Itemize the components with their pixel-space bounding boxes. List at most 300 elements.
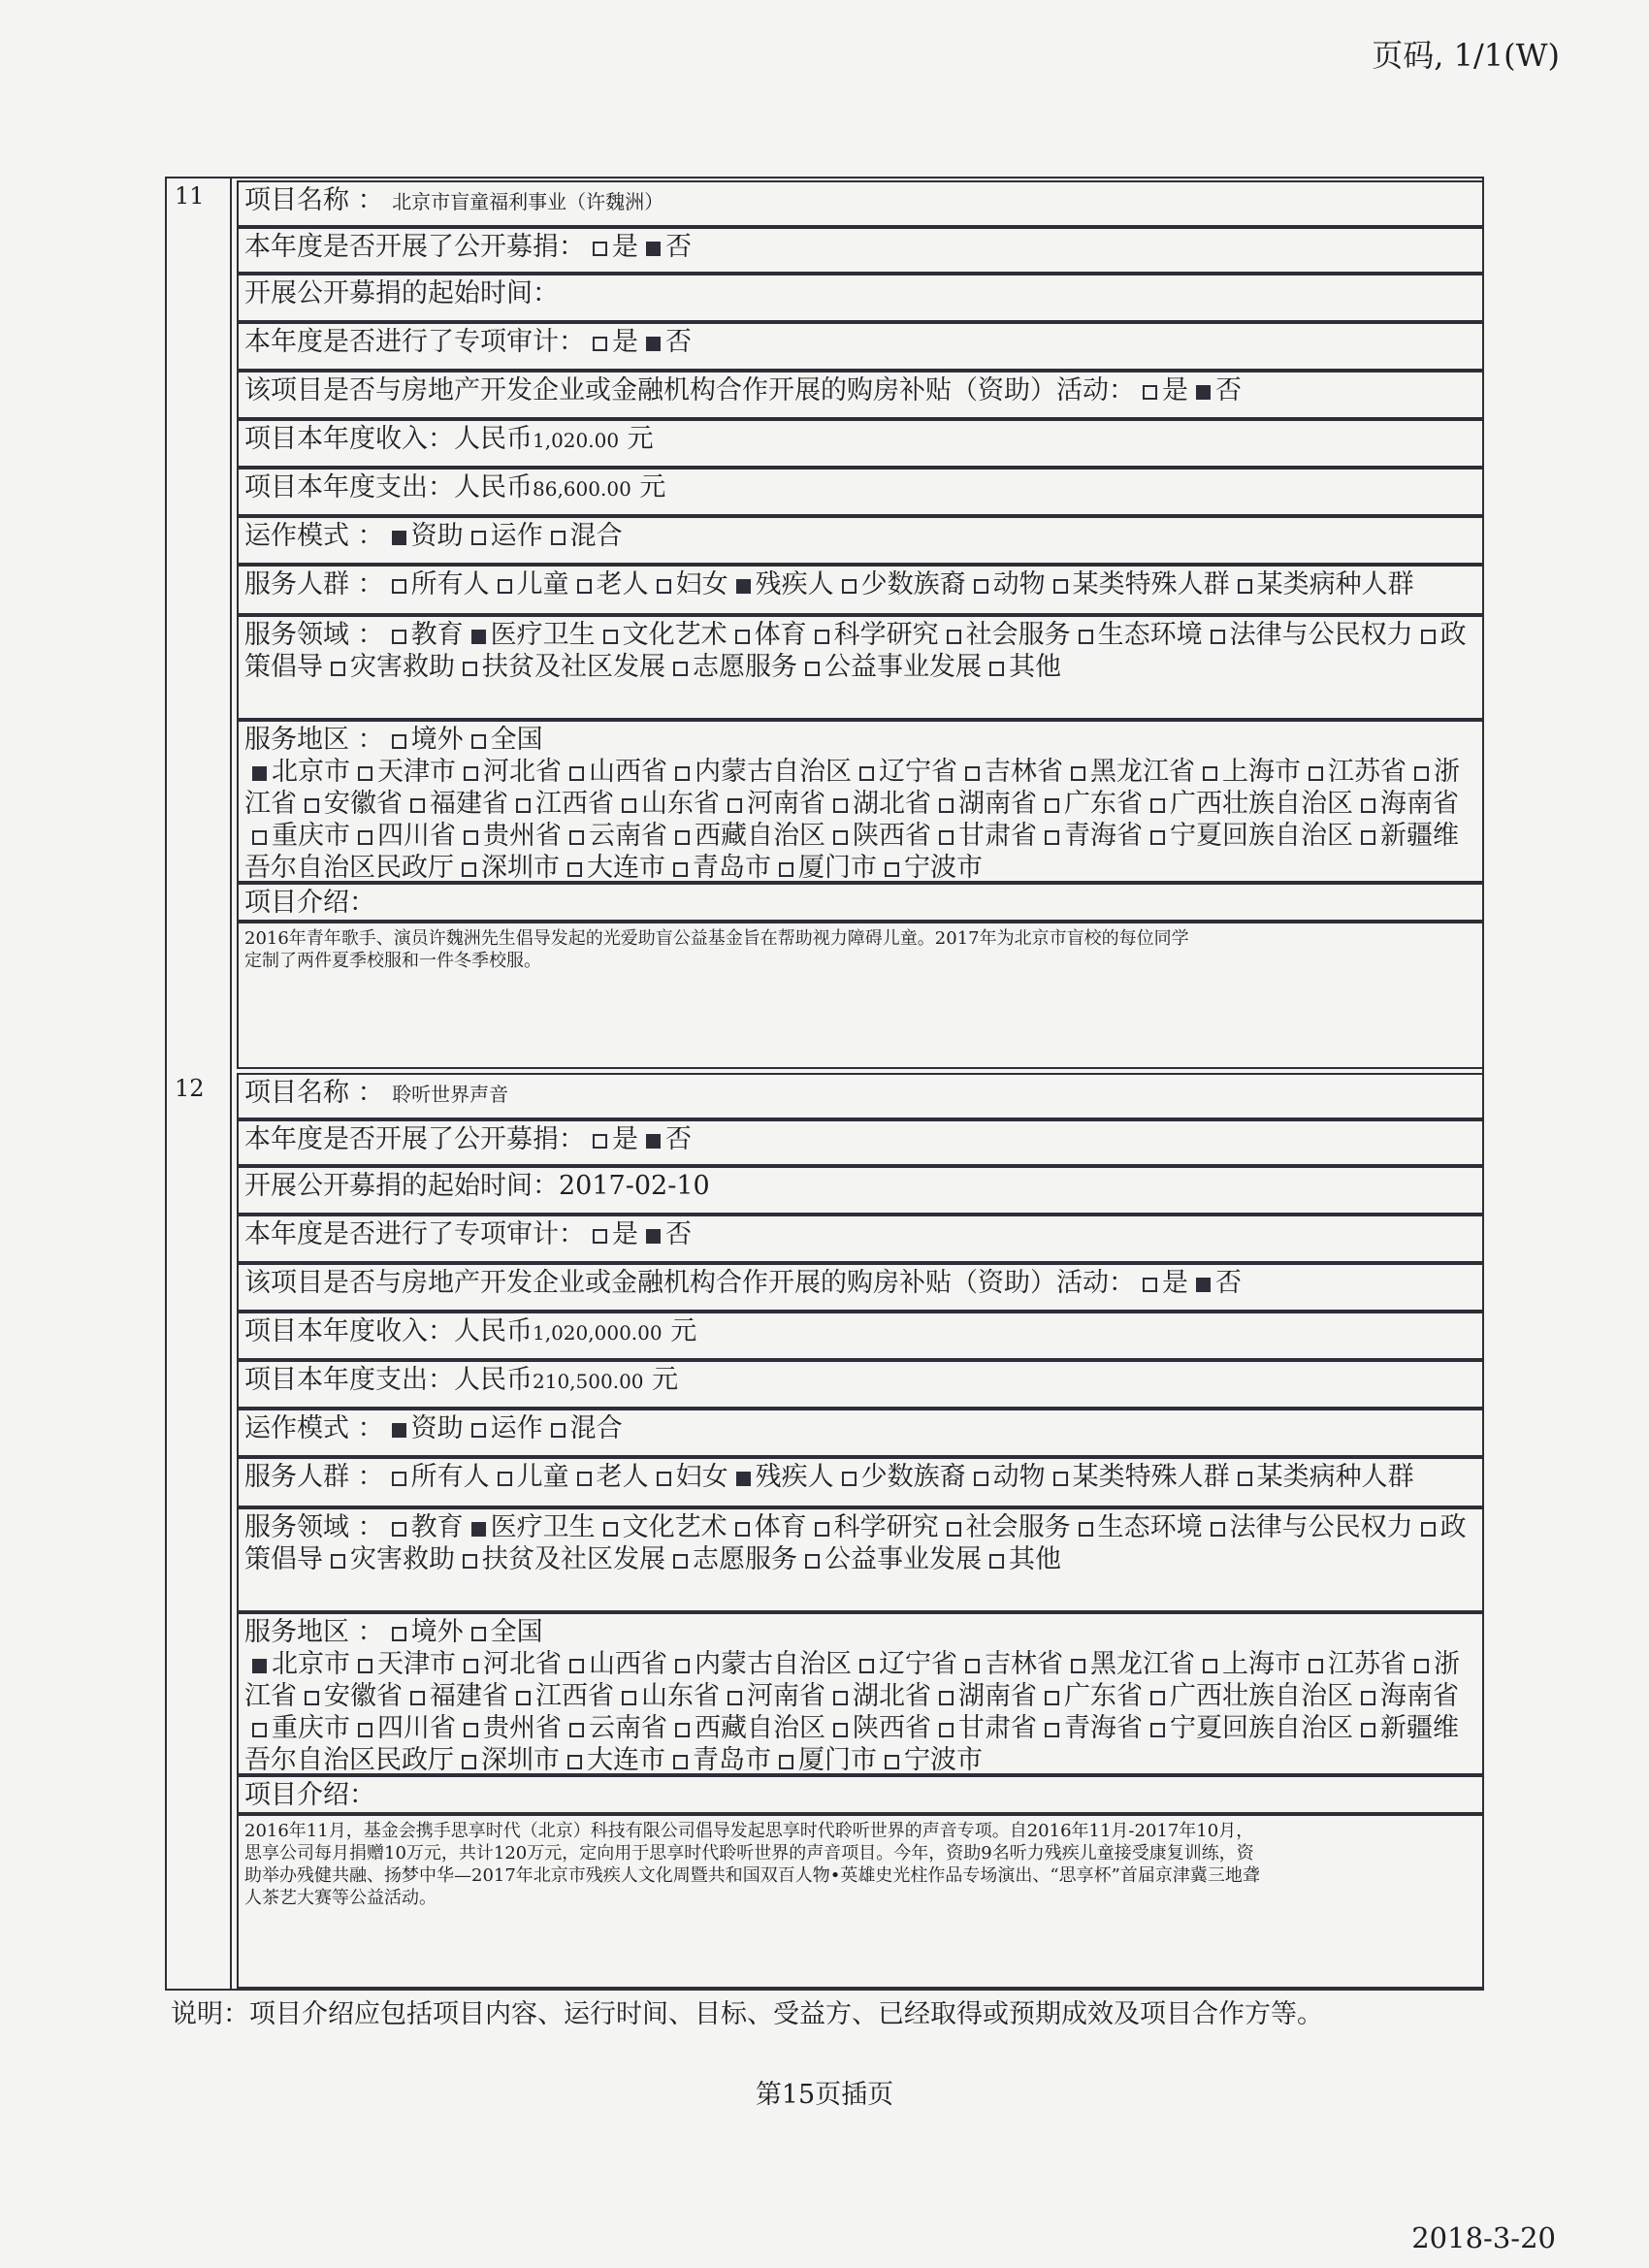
- unchecked-box-icon: [392, 1522, 406, 1537]
- unchecked-box-icon: [1203, 766, 1217, 781]
- field-text: 体育: [754, 1512, 807, 1542]
- field-text: 海南省: [1380, 789, 1459, 819]
- checked-box-icon: [392, 1423, 406, 1438]
- unchecked-box-icon: [622, 798, 636, 813]
- field-text: 北京市: [272, 1649, 350, 1679]
- field-text: 某类特殊人群: [1072, 569, 1230, 599]
- field-text: 北京市: [272, 757, 350, 787]
- field-text: 甘肃省: [958, 821, 1037, 851]
- field-text: 项目本年度收入：: [244, 1316, 454, 1346]
- income-row: [237, 419, 1484, 468]
- field-text: 山西省: [589, 757, 667, 787]
- field-text: 项目本年度支出：: [244, 472, 454, 502]
- field-text: 是: [612, 232, 638, 262]
- unchecked-box-icon: [833, 1691, 848, 1705]
- field-text: 妇女: [675, 569, 728, 599]
- unchecked-box-icon: [1045, 1723, 1059, 1737]
- field-text: 所有人: [410, 1462, 490, 1492]
- unchecked-box-icon: [833, 798, 848, 813]
- field-text: 安徽省: [324, 789, 403, 819]
- checked-box-icon: [471, 630, 486, 644]
- checked-box-icon: [646, 1134, 661, 1149]
- unchecked-box-icon: [779, 862, 793, 877]
- field-text: 混合: [569, 521, 623, 551]
- income-row: [237, 1312, 1484, 1360]
- page-label: 页码, 1/1(W): [1372, 37, 1560, 74]
- unchecked-box-icon: [965, 766, 980, 781]
- field-text: 吉林省: [985, 757, 1063, 787]
- unchecked-box-icon: [779, 1755, 793, 1769]
- field-text: 河北省: [483, 757, 562, 787]
- field-text: 西藏自治区: [695, 1713, 825, 1743]
- housing-subsidy-row: [237, 1263, 1484, 1312]
- unchecked-box-icon: [805, 1554, 820, 1569]
- unchecked-box-icon: [593, 1134, 607, 1149]
- field-text: 全国: [490, 725, 543, 755]
- unchecked-box-icon: [464, 1659, 478, 1673]
- field-text: 某类病种人群: [1256, 569, 1414, 599]
- field-text: 政策倡导: [244, 620, 1467, 682]
- field-text: 黑龙江省: [1090, 1649, 1195, 1679]
- field-text: 陕西省: [853, 821, 931, 851]
- project-name-row: [237, 180, 1484, 227]
- intro-label-row: [237, 1775, 1484, 1814]
- field-text: 扶贫及社区发展: [482, 652, 665, 682]
- field-text: 服务领域 ：: [244, 620, 384, 650]
- unchecked-box-icon: [673, 1755, 688, 1769]
- unchecked-box-icon: [885, 862, 899, 877]
- unchecked-box-icon: [464, 1723, 478, 1737]
- unchecked-box-icon: [569, 1723, 584, 1737]
- unchecked-box-icon: [1053, 1472, 1068, 1486]
- unchecked-box-icon: [392, 630, 406, 644]
- expense-row: [237, 1360, 1484, 1409]
- field-text: 厦门市: [798, 853, 877, 883]
- unchecked-box-icon: [471, 531, 486, 545]
- unchecked-box-icon: [567, 862, 582, 877]
- unchecked-box-icon: [989, 1554, 1004, 1569]
- field-text: 广西壮族自治区: [1170, 789, 1353, 819]
- field-text: 江苏省: [1328, 1649, 1406, 1679]
- field-text: 是: [1162, 1268, 1188, 1298]
- field-text: 本年度是否进行了专项审计：: [244, 327, 585, 357]
- unchecked-box-icon: [516, 798, 531, 813]
- unchecked-box-icon: [1143, 1278, 1157, 1292]
- unchecked-box-icon: [622, 1691, 636, 1705]
- unchecked-box-icon: [859, 1659, 874, 1673]
- unchecked-box-icon: [728, 798, 742, 813]
- unchecked-box-icon: [252, 830, 267, 845]
- unchecked-box-icon: [1150, 1691, 1165, 1705]
- unchecked-box-icon: [463, 1554, 477, 1569]
- field-text: 湖北省: [853, 1681, 931, 1711]
- field-text: 混合: [569, 1413, 623, 1443]
- date-stamp: 2018-3-20: [1411, 2221, 1556, 2254]
- field-text: 新疆维吾尔自治区民政厅: [244, 1713, 1459, 1775]
- unchecked-box-icon: [358, 1723, 372, 1737]
- field-text: 动物: [992, 569, 1046, 599]
- checked-box-icon: [646, 242, 661, 256]
- field-text: 是: [612, 1124, 638, 1154]
- unchecked-box-icon: [577, 1472, 592, 1486]
- field-text: 元: [652, 1365, 679, 1395]
- field-text: 西藏自治区: [695, 821, 825, 851]
- unchecked-box-icon: [974, 579, 988, 594]
- field-text: 老人: [596, 1462, 649, 1492]
- field-text: 江西省: [535, 789, 614, 819]
- field-text: 境外: [410, 1617, 464, 1647]
- unchecked-box-icon: [675, 766, 690, 781]
- unchecked-box-icon: [1071, 1659, 1085, 1673]
- unchecked-box-icon: [1053, 579, 1068, 594]
- field-text: 少数族裔: [860, 569, 966, 599]
- field-text: 深圳市: [481, 1745, 560, 1775]
- field-text: 辽宁省: [879, 757, 957, 787]
- field-text: 其他: [1009, 652, 1061, 682]
- field-text: 法律与公民权力: [1229, 620, 1413, 650]
- field-text: 项目本年度收入：: [244, 424, 454, 454]
- unchecked-box-icon: [410, 798, 425, 813]
- field-text: 人民币: [454, 472, 533, 502]
- unchecked-box-icon: [675, 1723, 690, 1737]
- unchecked-box-icon: [392, 1472, 406, 1486]
- unchecked-box-icon: [728, 1691, 742, 1705]
- field-text: 医疗卫生: [490, 1512, 596, 1542]
- field-text: 山西省: [589, 1649, 667, 1679]
- field-text: 1,020,000.00: [533, 1321, 663, 1345]
- unchecked-box-icon: [358, 766, 372, 781]
- unchecked-box-icon: [1361, 798, 1375, 813]
- field-text: 厦门市: [798, 1745, 877, 1775]
- unchecked-box-icon: [471, 1423, 486, 1438]
- unchecked-box-icon: [392, 1627, 406, 1641]
- checked-box-icon: [646, 1229, 661, 1244]
- unchecked-box-icon: [593, 242, 607, 256]
- unchecked-box-icon: [1414, 766, 1429, 781]
- field-text: 妇女: [675, 1462, 728, 1492]
- unchecked-box-icon: [833, 1723, 848, 1737]
- field-text: 大连市: [587, 1745, 665, 1775]
- unchecked-box-icon: [735, 630, 750, 644]
- unchecked-box-icon: [1079, 630, 1093, 644]
- unchecked-box-icon: [939, 1723, 954, 1737]
- unchecked-box-icon: [673, 662, 688, 676]
- field-text: 否: [665, 327, 692, 357]
- field-text: 老人: [596, 569, 649, 599]
- field-text: 服务领域 ：: [244, 1512, 384, 1542]
- field-text: 服务地区 ：: [244, 725, 384, 755]
- field-text: 河南省: [747, 789, 825, 819]
- unchecked-box-icon: [577, 579, 592, 594]
- intro-text: 2016年青年歌手、演员许魏洲先生倡导发起的光爱助盲公益基金旨在帮助视力障碍儿童。2017年为北京市盲校的每位同学定制了两件夏季校服和一件冬季校服。: [237, 922, 1484, 1069]
- field-text: 1,020.00: [533, 429, 620, 452]
- field-text: 云南省: [589, 821, 667, 851]
- field-text: 本年度是否开展了公开募捐：: [244, 232, 585, 262]
- field-text: 黑龙江省: [1090, 757, 1195, 787]
- unchecked-box-icon: [1143, 385, 1157, 400]
- field-text: 政策倡导: [244, 1512, 1467, 1574]
- field-text: 全国: [490, 1617, 543, 1647]
- field-text: 是: [612, 1219, 638, 1249]
- unchecked-box-icon: [1045, 798, 1059, 813]
- field-text: 本年度是否进行了专项审计：: [244, 1219, 585, 1249]
- field-text: 四川省: [377, 1713, 456, 1743]
- field-text: 科学研究: [833, 1512, 939, 1542]
- field-text: 境外: [410, 725, 464, 755]
- field-text: 灾害救助: [350, 652, 455, 682]
- unchecked-box-icon: [358, 1659, 372, 1673]
- unchecked-box-icon: [885, 1755, 899, 1769]
- checked-box-icon: [392, 531, 406, 545]
- population-row: [237, 1457, 1484, 1507]
- field-text: 河北省: [483, 1649, 562, 1679]
- public-fundraising-row: [237, 227, 1484, 274]
- unchecked-box-icon: [464, 830, 478, 845]
- field-text: 某类特殊人群: [1072, 1462, 1230, 1492]
- field-text: 北京市盲童福利事业（许魏洲）: [392, 190, 664, 213]
- unchecked-box-icon: [1421, 630, 1436, 644]
- insert-page-label: 第15页插页: [755, 2080, 894, 2110]
- field-text: 山东省: [641, 1681, 720, 1711]
- field-text: 聆听世界声音: [392, 1083, 509, 1106]
- field-text: 生态环境: [1097, 1512, 1203, 1542]
- field-text: 浙江省: [244, 1649, 1460, 1711]
- fundraising-start-row: [237, 274, 1484, 322]
- field-text: 运作模式 ：: [244, 1413, 384, 1443]
- field-text: 辽宁省: [879, 1649, 957, 1679]
- field-text: 河南省: [747, 1681, 825, 1711]
- field-text: 元: [627, 424, 654, 454]
- field-text: 运作: [490, 1413, 543, 1443]
- unchecked-box-icon: [1238, 579, 1252, 594]
- field-text: 青岛市: [693, 853, 771, 883]
- field-text: 天津市: [377, 757, 456, 787]
- audit-row: [237, 322, 1484, 371]
- field-text: 内蒙古自治区: [695, 757, 852, 787]
- field-text: 开展公开募捐的起始时间：: [244, 1171, 559, 1201]
- unchecked-box-icon: [331, 662, 345, 676]
- unchecked-box-icon: [252, 1723, 267, 1737]
- field-text: 2017-02-10: [559, 1171, 710, 1201]
- unchecked-box-icon: [569, 830, 584, 845]
- field-text: 公益事业发展: [824, 1544, 982, 1574]
- field-text: 教育: [410, 620, 464, 650]
- region-row: [237, 720, 1484, 883]
- field-text: 该项目是否与房地产开发企业或金融机构合作开展的购房补贴（资助）活动：: [244, 375, 1135, 405]
- field-text: 否: [1215, 1268, 1242, 1298]
- field-text: 服务人群 ：: [244, 1462, 384, 1492]
- field-text: 天津市: [377, 1649, 456, 1679]
- unchecked-box-icon: [1211, 630, 1225, 644]
- project-11: [165, 177, 1484, 1069]
- unchecked-box-icon: [805, 662, 820, 676]
- field-text: 项目本年度支出：: [244, 1365, 454, 1395]
- unchecked-box-icon: [675, 830, 690, 845]
- region-row: [237, 1612, 1484, 1775]
- field-text: 陕西省: [853, 1713, 931, 1743]
- unchecked-box-icon: [947, 1522, 961, 1537]
- intro-label-row: [237, 883, 1484, 922]
- unchecked-box-icon: [657, 1472, 671, 1486]
- unchecked-box-icon: [462, 862, 476, 877]
- unchecked-box-icon: [1309, 766, 1323, 781]
- unchecked-box-icon: [410, 1691, 425, 1705]
- field-text: 安徽省: [324, 1681, 403, 1711]
- field-text: 其他: [1009, 1544, 1061, 1574]
- field-text: 贵州省: [483, 821, 562, 851]
- population-row: [237, 565, 1484, 615]
- field-text: 法律与公民权力: [1229, 1512, 1413, 1542]
- field-text: 大连市: [587, 853, 665, 883]
- field-text: 医疗卫生: [490, 620, 596, 650]
- unchecked-box-icon: [1045, 830, 1059, 845]
- field-text: 人民币: [454, 1316, 533, 1346]
- field-text: 动物: [992, 1462, 1046, 1492]
- field-text: 广东省: [1064, 1681, 1143, 1711]
- field-text: 上海市: [1222, 757, 1301, 787]
- field-text: 儿童: [516, 1462, 569, 1492]
- checked-box-icon: [736, 579, 751, 594]
- field-text: 青岛市: [693, 1745, 771, 1775]
- unchecked-box-icon: [939, 1691, 954, 1705]
- unchecked-box-icon: [1150, 1723, 1165, 1737]
- field-text: 项目名称 ：: [244, 185, 384, 215]
- field-text: 元: [639, 472, 666, 502]
- checked-box-icon: [1196, 385, 1211, 400]
- unchecked-box-icon: [974, 1472, 988, 1486]
- unchecked-box-icon: [833, 830, 848, 845]
- project-number: 12: [175, 1075, 205, 1102]
- unchecked-box-icon: [1150, 798, 1165, 813]
- unchecked-box-icon: [657, 579, 671, 594]
- field-text: 湖南省: [958, 789, 1037, 819]
- footnote: 说明：项目介绍应包括项目内容、运行时间、目标、受益方、已经取得或预期成效及项目合作方等。: [171, 1999, 1323, 2029]
- field-text: 是: [1162, 375, 1188, 405]
- checked-box-icon: [1196, 1278, 1211, 1292]
- unchecked-box-icon: [965, 1659, 980, 1673]
- field-text: 广东省: [1064, 789, 1143, 819]
- unchecked-box-icon: [842, 579, 857, 594]
- field-text: 服务人群 ：: [244, 569, 384, 599]
- field-text: 项目介绍：: [244, 888, 375, 918]
- expense-row: [237, 468, 1484, 516]
- field-text: 否: [1215, 375, 1242, 405]
- unchecked-box-icon: [569, 1659, 584, 1673]
- field-text: 吉林省: [985, 1649, 1063, 1679]
- unchecked-box-icon: [815, 630, 829, 644]
- field-text: 海南省: [1380, 1681, 1459, 1711]
- checked-box-icon: [252, 766, 267, 781]
- field-text: 某类病种人群: [1256, 1462, 1414, 1492]
- field-text: 深圳市: [481, 853, 560, 883]
- field-text: 本年度是否开展了公开募捐：: [244, 1124, 585, 1154]
- field-text: 甘肃省: [958, 1713, 1037, 1743]
- field-text: 项目名称 ：: [244, 1078, 384, 1108]
- field-text: 残疾人: [755, 1462, 834, 1492]
- field-text: 扶贫及社区发展: [482, 1544, 665, 1574]
- field-text: 上海市: [1222, 1649, 1301, 1679]
- unchecked-box-icon: [392, 579, 406, 594]
- field-text: 宁波市: [904, 1745, 983, 1775]
- field-text: 贵州省: [483, 1713, 562, 1743]
- unchecked-box-icon: [498, 1472, 512, 1486]
- field-text: 生态环境: [1097, 620, 1203, 650]
- field-text: 86,600.00: [533, 477, 631, 501]
- field-text: 体育: [754, 620, 807, 650]
- field-text: 云南省: [589, 1713, 667, 1743]
- field-text: 科学研究: [833, 620, 939, 650]
- field-text: 210,500.00: [533, 1370, 644, 1393]
- unchecked-box-icon: [1309, 1659, 1323, 1673]
- unchecked-box-icon: [331, 1554, 345, 1569]
- field-text: 江西省: [535, 1681, 614, 1711]
- field-text: 文化艺术: [622, 620, 728, 650]
- unchecked-box-icon: [842, 1472, 857, 1486]
- field-text: 社会服务: [965, 1512, 1071, 1542]
- checked-box-icon: [471, 1522, 486, 1537]
- unchecked-box-icon: [593, 337, 607, 351]
- unchecked-box-icon: [603, 630, 618, 644]
- mode-row: [237, 516, 1484, 565]
- unchecked-box-icon: [567, 1755, 582, 1769]
- unchecked-box-icon: [815, 1522, 829, 1537]
- unchecked-box-icon: [551, 1423, 566, 1438]
- audit-row: [237, 1215, 1484, 1263]
- unchecked-box-icon: [1421, 1522, 1436, 1537]
- unchecked-box-icon: [1238, 1472, 1252, 1486]
- field-text: 青海省: [1064, 1713, 1143, 1743]
- public-fundraising-row: [237, 1119, 1484, 1166]
- field-text: 是: [612, 327, 638, 357]
- field-text: 服务地区 ：: [244, 1617, 384, 1647]
- project-number: 11: [175, 182, 205, 210]
- field-text: 宁夏回族自治区: [1170, 821, 1353, 851]
- field-text: 湖北省: [853, 789, 931, 819]
- unchecked-box-icon: [939, 830, 954, 845]
- unchecked-box-icon: [516, 1691, 531, 1705]
- field-text: 新疆维吾尔自治区民政厅: [244, 821, 1459, 883]
- field-text: 志愿服务: [693, 1544, 797, 1574]
- field-text: 项目介绍：: [244, 1780, 375, 1810]
- field-text: 重庆市: [272, 821, 350, 851]
- unchecked-box-icon: [1211, 1522, 1225, 1537]
- unchecked-box-icon: [358, 830, 372, 845]
- field-text: 江苏省: [1328, 757, 1406, 787]
- field-text: 儿童: [516, 569, 569, 599]
- field-text: 资助: [410, 1413, 464, 1443]
- field-text: 运作模式 ：: [244, 521, 384, 551]
- field-text: 所有人: [410, 569, 490, 599]
- unchecked-box-icon: [1414, 1659, 1429, 1673]
- field-text: 青海省: [1064, 821, 1143, 851]
- project-name-row: [237, 1073, 1484, 1119]
- unchecked-box-icon: [305, 1691, 319, 1705]
- field-row: [237, 1507, 1484, 1612]
- unchecked-box-icon: [464, 766, 478, 781]
- unchecked-box-icon: [1150, 830, 1165, 845]
- unchecked-box-icon: [859, 766, 874, 781]
- field-text: 福建省: [430, 1681, 508, 1711]
- unchecked-box-icon: [462, 1755, 476, 1769]
- unchecked-box-icon: [471, 734, 486, 749]
- unchecked-box-icon: [673, 862, 688, 877]
- checked-box-icon: [646, 337, 661, 351]
- unchecked-box-icon: [735, 1522, 750, 1537]
- unchecked-box-icon: [603, 1522, 618, 1537]
- project-12: [165, 1069, 1484, 1989]
- housing-subsidy-row: [237, 371, 1484, 419]
- unchecked-box-icon: [673, 1554, 688, 1569]
